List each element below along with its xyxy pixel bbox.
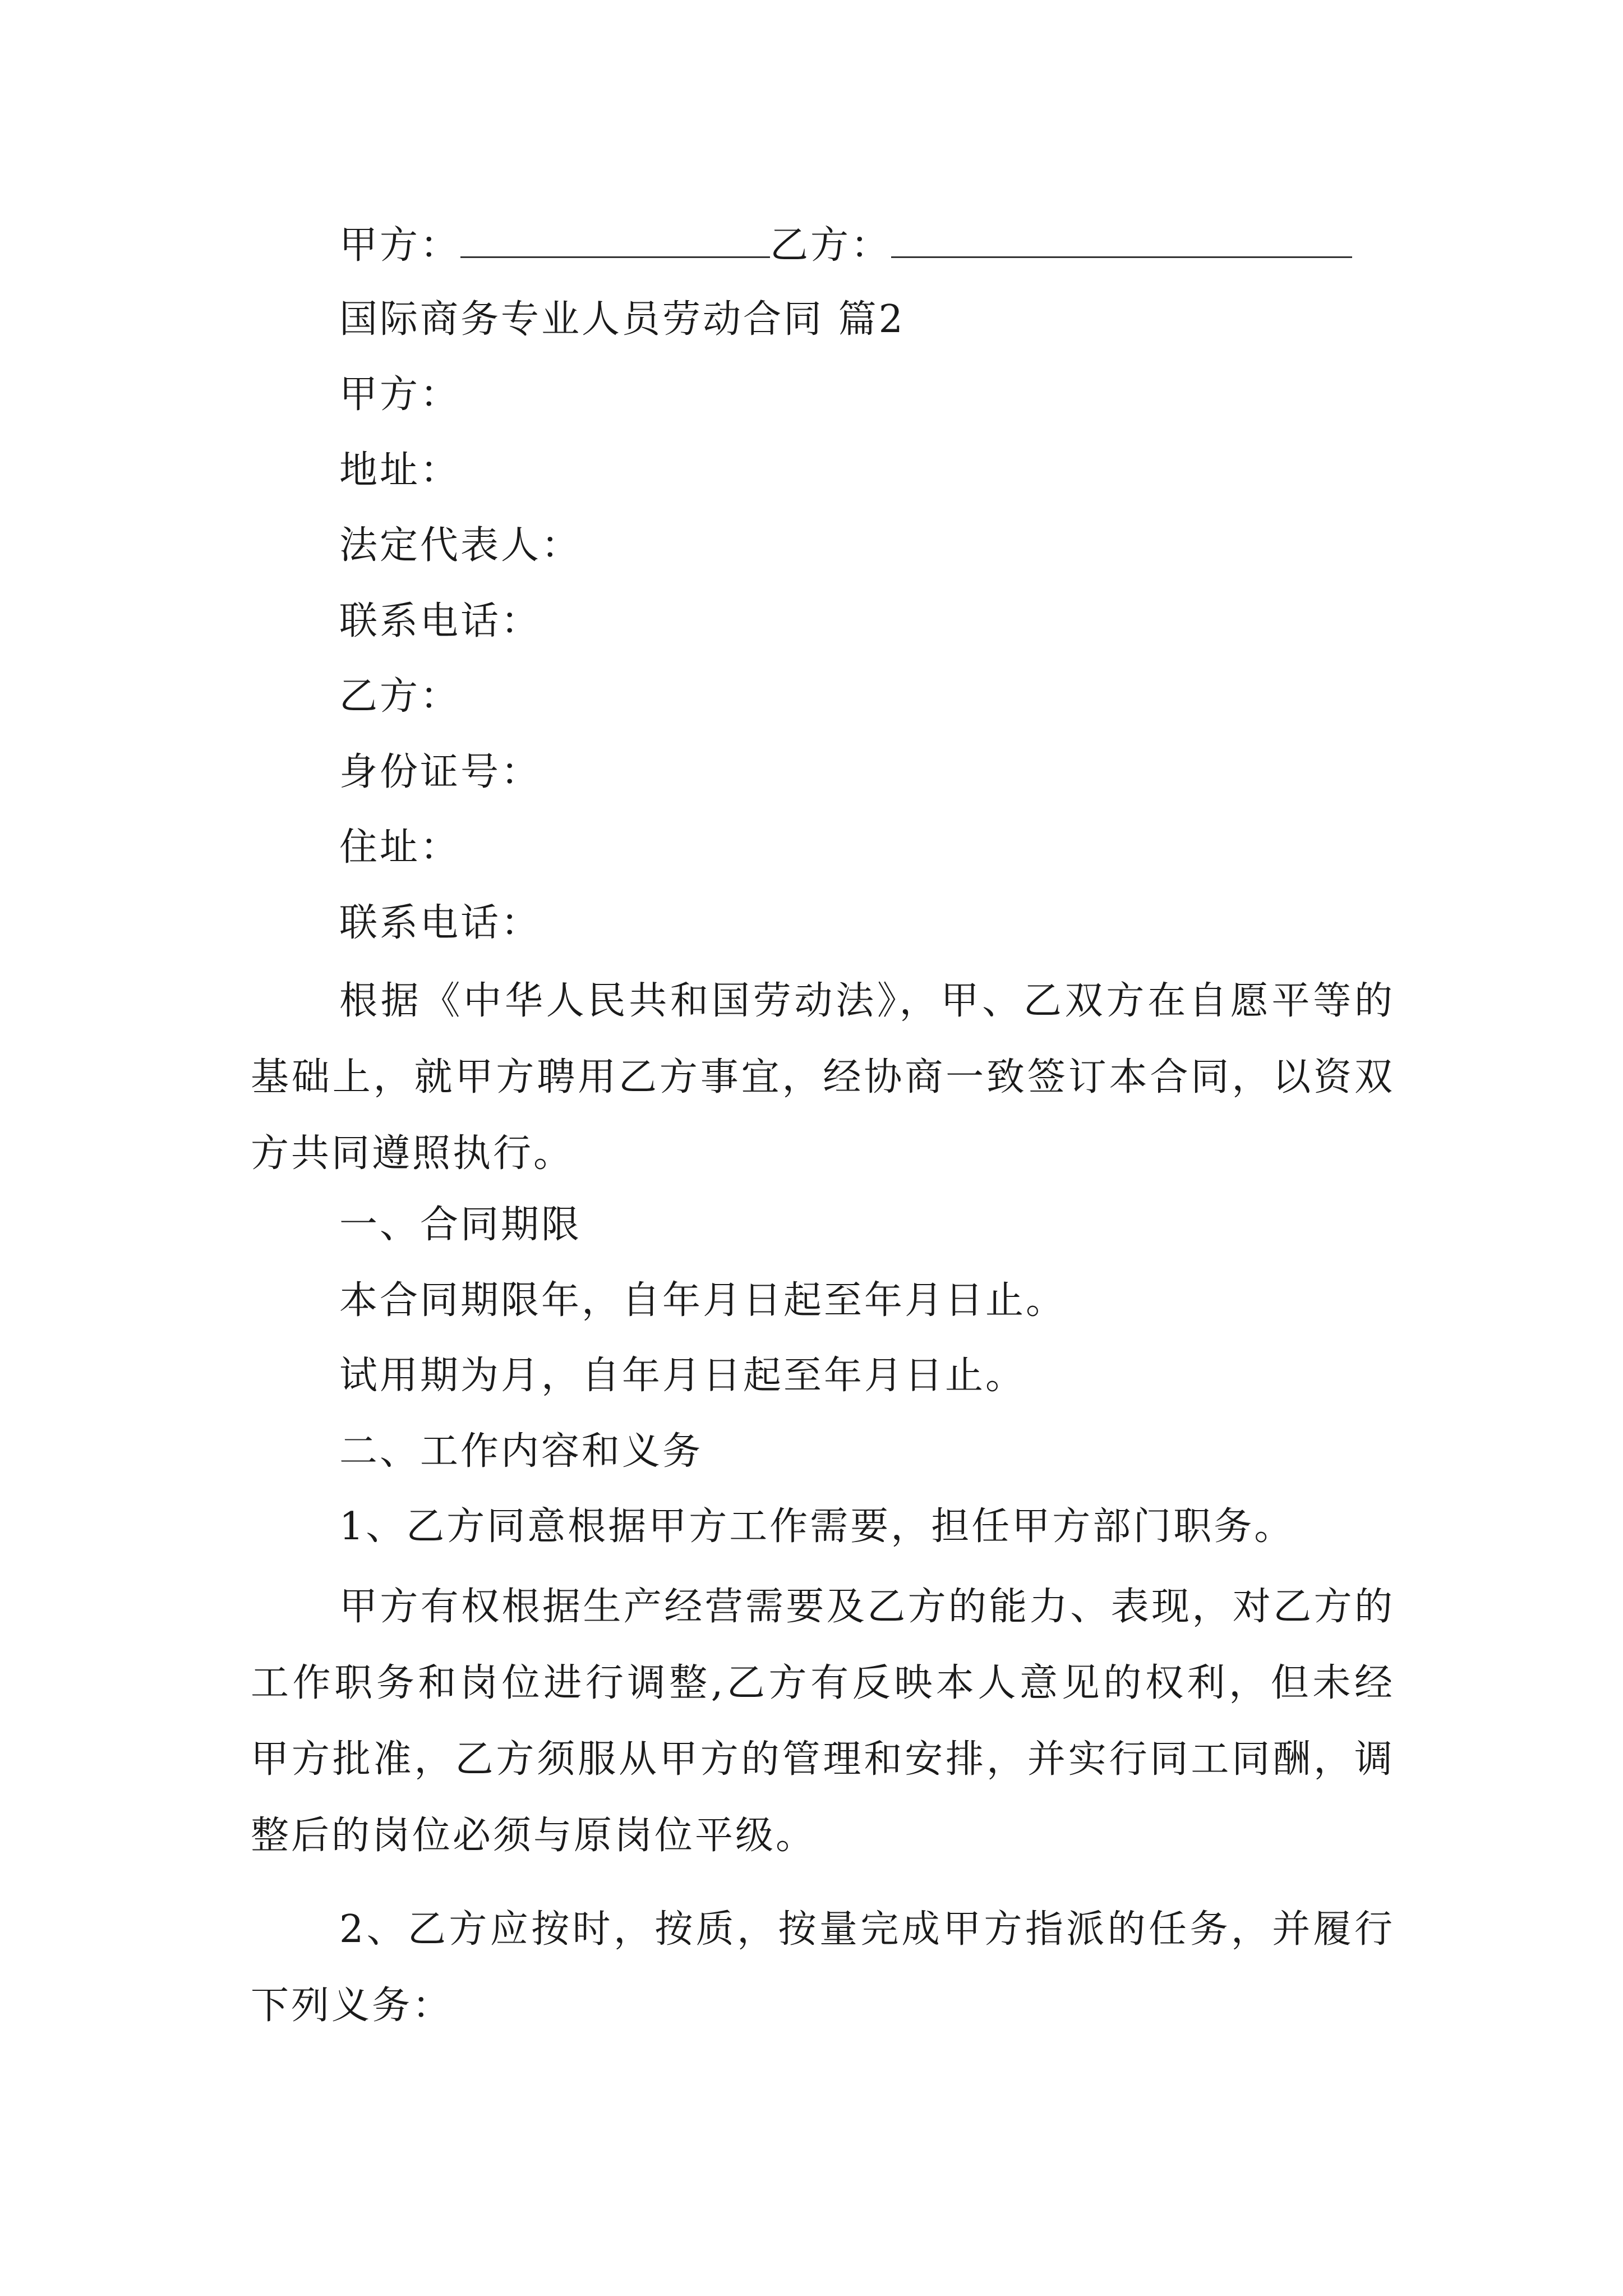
article2-item1-detail: 甲方有权根据生产经营需要及乙方的能力、表现，对乙方的工作职务和岗位进行调整,乙方有反映本人意见的权利，但未经甲方批准，乙方须服从甲方的管理和安排，并实行同工同酬，调整后的岗位必须与原岗位平级。 xyxy=(251,1585,1395,1858)
address-line: 地址： xyxy=(339,448,461,493)
section-title: 国际商务专业人员劳动合同 篇2 xyxy=(339,297,905,342)
article2-item1: 1、乙方同意根据甲方工作需要，担任甲方部门职务。 xyxy=(339,1504,1295,1549)
preamble-paragraph: 根据《中华人民共和国劳动法》，甲、乙双方在自愿平等的基础上，就甲方聘用乙方事宜，经协商一致签订本合同，以资双方共同遵照执行。 xyxy=(251,979,1395,1176)
article2-heading: 二、工作内容和义务 xyxy=(339,1429,703,1474)
party-b-label: 乙方： xyxy=(770,223,892,268)
blank-underline xyxy=(460,222,770,258)
party-a-line: 甲方： xyxy=(339,372,461,417)
contact-line-b: 联系电话： xyxy=(339,901,542,945)
party-b-line: 乙方： xyxy=(339,674,461,719)
article2-item2: 2、乙方应按时，按质，按量完成甲方指派的任务，并履行下列义务： xyxy=(251,1907,1395,2028)
id-number-line: 身份证号： xyxy=(339,750,542,794)
contact-line-a: 联系电话： xyxy=(339,599,542,643)
signature-line xyxy=(339,222,1352,268)
term-line: 本合同期限年，自年月日起至年月日止。 xyxy=(339,1278,1067,1323)
probation-line: 试用期为月，自年月日起至年月日止。 xyxy=(339,1354,1026,1398)
party-a-label: 甲方： xyxy=(339,223,461,268)
residence-line: 住址： xyxy=(339,825,461,869)
blank-underline xyxy=(891,222,1352,258)
article1-heading: 一、合同期限 xyxy=(339,1203,582,1247)
legal-rep-line: 法定代表人： xyxy=(339,523,582,568)
